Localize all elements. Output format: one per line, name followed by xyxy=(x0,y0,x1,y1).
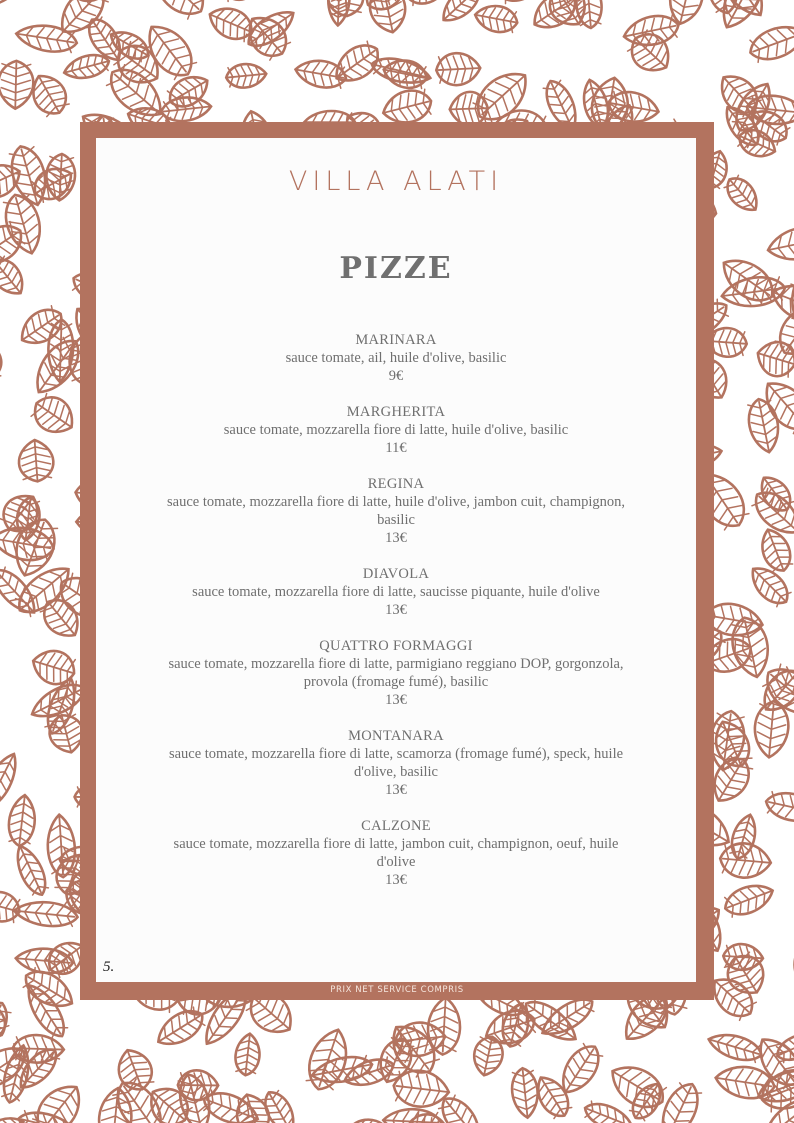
section-title: PIZZE xyxy=(339,251,453,286)
item-name: DIAVOLA xyxy=(362,566,430,582)
item-description: sauce tomate, mozzarella fiore di latte, huile d'olive, jambon cuit, champignon, basilic xyxy=(167,494,625,528)
leaf-icon xyxy=(554,1039,607,1100)
leaf-icon xyxy=(788,0,794,16)
leaf-icon xyxy=(621,11,681,50)
leaf-icon xyxy=(721,879,777,921)
leaf-icon xyxy=(160,95,212,124)
menu-item xyxy=(96,817,696,889)
leaf-icon xyxy=(721,172,764,217)
leaf-icon xyxy=(745,19,794,66)
leaf-icon xyxy=(214,0,266,5)
item-price: 9€ xyxy=(388,368,404,384)
item-name: MARINARA xyxy=(355,332,437,348)
leaf-icon xyxy=(108,1074,172,1123)
leaf-icon xyxy=(0,60,34,109)
leaf-icon xyxy=(765,223,794,266)
leaf-icon xyxy=(0,0,34,14)
leaf-icon xyxy=(436,0,486,28)
menu-items xyxy=(96,331,696,889)
menu-panel xyxy=(96,138,696,982)
item-name: MARGHERITA xyxy=(346,404,446,420)
item-description: sauce tomate, mozzarella fiore di latte, saucisse piquante, huile d'olive xyxy=(192,584,600,600)
menu-frame xyxy=(80,122,714,1000)
item-price: 11€ xyxy=(385,440,407,456)
leaf-icon xyxy=(0,1112,27,1123)
leaf-icon xyxy=(10,842,51,900)
leaf-icon xyxy=(0,699,2,752)
menu-item xyxy=(96,475,696,547)
leaf-icon xyxy=(0,338,4,384)
leaf-icon xyxy=(6,794,37,848)
item-name: MONTANARA xyxy=(348,728,444,744)
leaf-icon xyxy=(763,789,794,827)
leaf-icon xyxy=(665,0,708,27)
item-description: sauce tomate, ail, huile d'olive, basilic xyxy=(285,350,507,366)
item-price: 13€ xyxy=(385,602,407,618)
leaf-icon xyxy=(748,484,794,542)
leaf-icon xyxy=(143,0,213,24)
menu-item xyxy=(96,331,696,385)
item-price: 13€ xyxy=(385,872,407,888)
leaf-icon xyxy=(787,938,794,997)
item-name: REGINA xyxy=(367,476,425,492)
leaf-icon xyxy=(225,62,267,89)
leaf-icon xyxy=(14,21,78,55)
leaf-icon xyxy=(623,26,678,80)
leaf-icon xyxy=(403,0,450,8)
leaf-icon xyxy=(366,0,410,36)
leaf-icon xyxy=(164,0,213,5)
item-description: sauce tomate, mozzarella fiore di latte, scamorza (fromage fumé), speck, huile d'olive, basilic xyxy=(168,746,624,780)
leaf-icon xyxy=(510,1067,540,1119)
item-name: CALZONE xyxy=(361,818,431,834)
leaf-icon xyxy=(27,390,81,442)
leaf-icon xyxy=(473,2,520,35)
leaf-icon xyxy=(0,437,2,493)
menu-item xyxy=(96,727,696,799)
leaf-icon xyxy=(0,253,30,301)
leaf-icon xyxy=(0,749,24,812)
menu-item xyxy=(96,565,696,619)
leaf-icon xyxy=(17,439,54,483)
leaf-icon xyxy=(259,1087,301,1123)
item-price: 13€ xyxy=(385,692,407,708)
item-name: QUATTRO FORMAGGI xyxy=(319,638,473,654)
footer-note: PRIX NET SERVICE COMPRIS xyxy=(330,985,464,995)
menu-item xyxy=(96,403,696,457)
leaf-icon xyxy=(606,88,661,125)
leaf-icon xyxy=(15,946,74,975)
leaf-icon xyxy=(790,725,794,770)
leaf-icon xyxy=(435,1091,488,1123)
item-description: sauce tomate, mozzarella fiore di latte, jambon cuit, champignon, oeuf, huile d'olive xyxy=(173,836,619,870)
item-description: sauce tomate, mozzarella fiore di latte, parmigiano reggiano DOP, gorgonzola, provola (fromage fumé), basilic xyxy=(168,656,624,690)
leaf-icon xyxy=(706,1029,765,1065)
leaf-icon xyxy=(328,37,386,90)
menu-item xyxy=(96,637,696,709)
page-number: 5. xyxy=(103,959,115,975)
item-price: 13€ xyxy=(385,782,407,798)
leaf-icon xyxy=(753,337,794,381)
leaf-icon xyxy=(449,91,488,126)
leaf-icon xyxy=(435,52,481,86)
item-price: 13€ xyxy=(385,530,407,546)
leaf-icon xyxy=(234,1032,262,1076)
restaurant-name: VILLA ALATI xyxy=(288,166,504,197)
item-description: sauce tomate, mozzarella fiore di latte, huile d'olive, basilic xyxy=(223,422,569,438)
